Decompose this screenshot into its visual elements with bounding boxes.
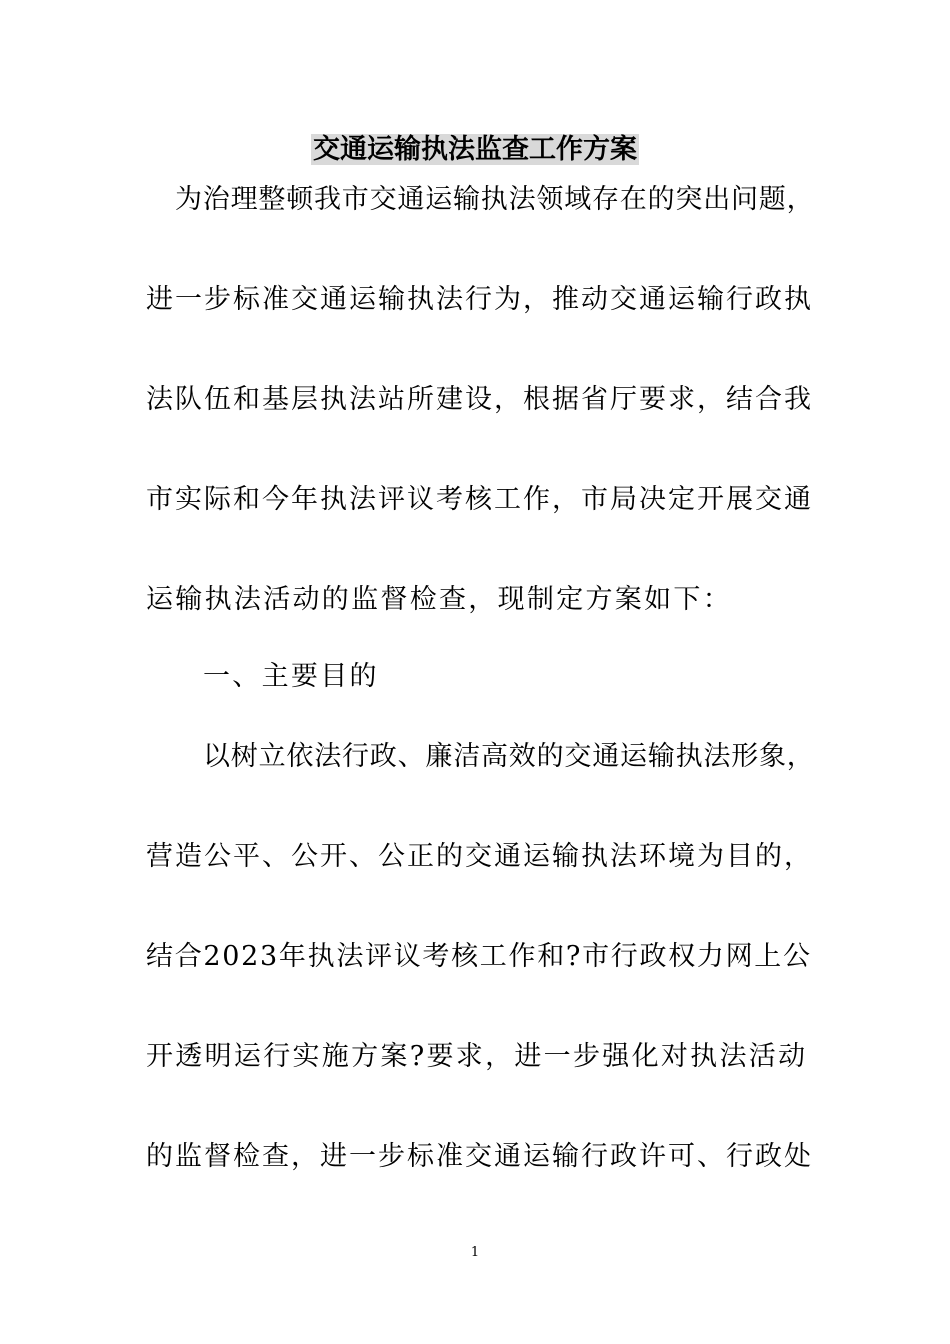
section-heading: 一、主要目的: [203, 661, 379, 692]
document-title: [0, 130, 950, 170]
paragraph-line-3: 法队伍和基层执法站所建设，根据省厅要求，结合我: [146, 384, 813, 415]
paragraph-line-1: 为治理整顿我市交通运输执法领域存在的突出问题，: [175, 184, 815, 215]
paragraph-line-10: 的监督检查，进一步标准交通运输行政许可、行政处: [146, 1141, 813, 1172]
paragraph-line-5: 运输执法活动的监督检查，现制定方案如下：: [146, 584, 732, 615]
paragraph-line-2: 进一步标准交通运输执法行为，推动交通运输行政执: [146, 284, 813, 315]
page-number: 1: [470, 1245, 480, 1260]
paragraph-line-6: 以树立依法行政、廉洁高效的交通运输执法形象，: [203, 741, 815, 772]
document-title-text: 交通运输执法监查工作方案: [313, 134, 637, 165]
paragraph-line-9: 开透明运行实施方案?要求，进一步强化对执法活动: [146, 1041, 808, 1072]
paragraph-line-8: 结合2023年执法评议考核工作和?市行政权力网上公: [146, 941, 812, 972]
paragraph-line-4: 市实际和今年执法评议考核工作，市局决定开展交通: [146, 484, 813, 515]
paragraph-line-7: 营造公平、公开、公正的交通运输执法环境为目的，: [146, 841, 813, 872]
